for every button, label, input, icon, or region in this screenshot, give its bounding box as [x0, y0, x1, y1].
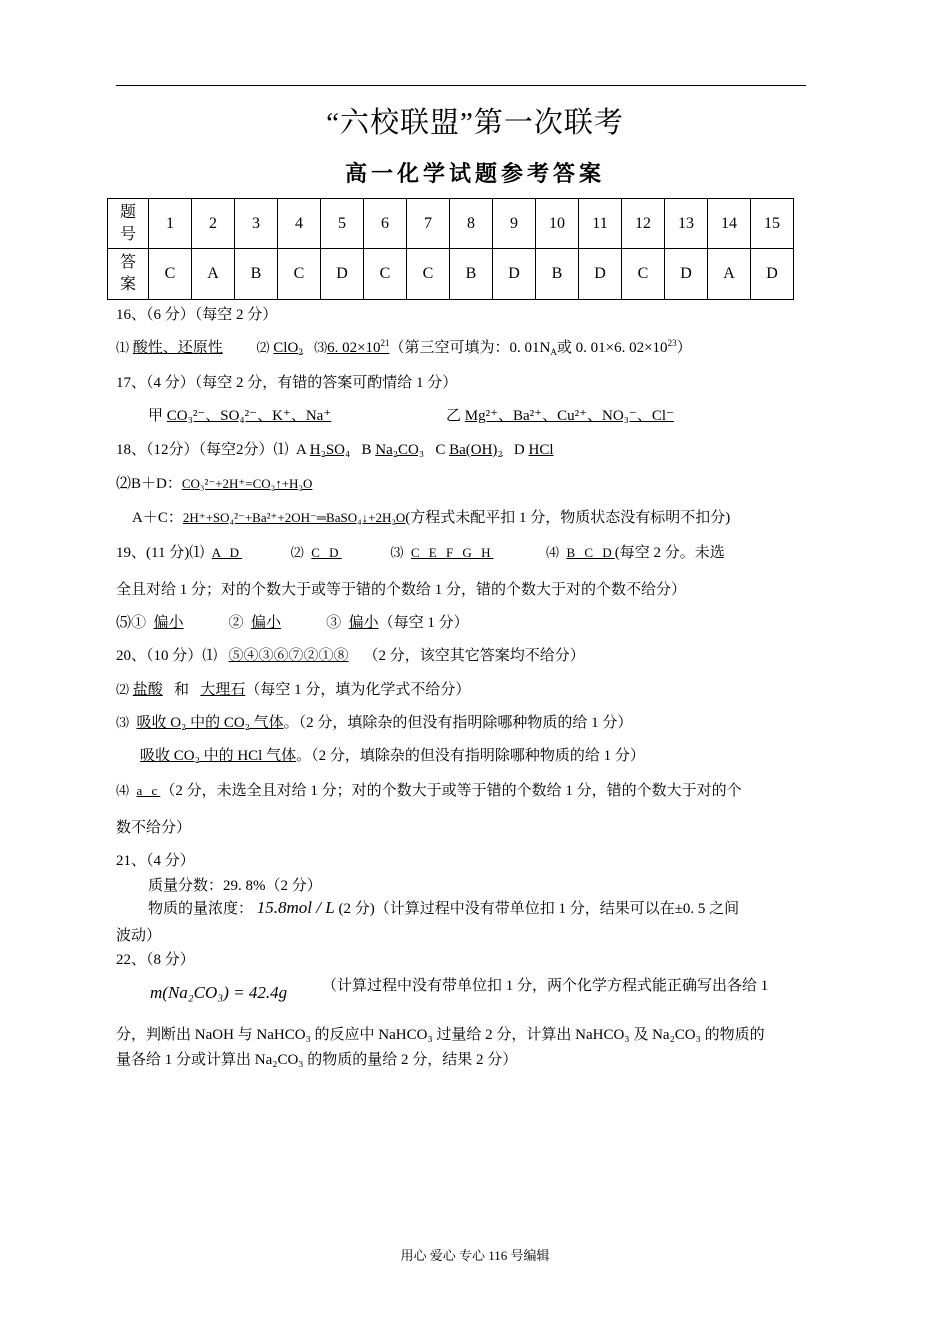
q19-part-label: ⑶: [390, 545, 404, 560]
answer-table: [107, 198, 794, 300]
q16-answer-2-main: ClO: [273, 340, 299, 356]
row-label-char: 答: [119, 254, 136, 271]
table-row-answers: [108, 249, 794, 300]
q16-note: 或 0. 01×6. 02×10: [556, 340, 668, 356]
q18-bd-label: ⑵B＋D：: [116, 476, 182, 492]
q20-note: （2 分，该空其它答案均不给分）: [363, 648, 585, 664]
q16-answers: [116, 336, 692, 357]
q20-note: 。（2 分，填除杂的但没有指明除哪种物质的给 1 分）: [296, 748, 645, 764]
row-label-number: [108, 199, 149, 249]
q17-yi: [446, 404, 674, 425]
question-number: 5: [321, 199, 364, 249]
row-label-char: 案: [119, 276, 136, 293]
q19-part-label: ②: [228, 615, 244, 631]
q20-and: 和: [174, 682, 190, 698]
q19-answer-5a: 偏小: [153, 615, 184, 631]
q19-answer-2: C D: [311, 545, 342, 560]
q22-formula: m(Na₂CO₃) = 42.4g: [150, 983, 288, 1002]
q18-line1: [116, 438, 554, 459]
q16-answer-2-sub: 2: [298, 347, 303, 357]
question-number: 8: [450, 199, 493, 249]
q17-yi-answer: Mg²⁺、Ba²⁺、Cu²⁺、NO₃⁻、Cl⁻: [464, 408, 674, 424]
q21-heading: 21、（4 分）: [116, 853, 195, 869]
q20-note: 。（2 分，填除杂的但没有指明除哪种物质的给 1 分）: [283, 715, 633, 731]
question-number: 1: [149, 199, 192, 249]
q21-note: (2 分)（计算过程中没有带单位扣 1 分，结果可以在±0. 5 之间: [338, 901, 740, 917]
table-row-numbers: [108, 199, 794, 249]
q20-part-label: ⑷: [116, 783, 130, 798]
q19-part-label: ⑷: [545, 545, 559, 560]
q20-heading: 20、（10 分）⑴: [116, 648, 218, 664]
q20-answer-2a: 盐酸: [132, 682, 163, 698]
answer-cell: B: [450, 249, 493, 300]
q16-part-label: ⑴: [116, 340, 130, 355]
q19-answer-1: A D: [211, 545, 242, 560]
q17-jia-label: 甲: [148, 408, 164, 424]
q19-line3: [116, 611, 469, 632]
q19-answer-3: C E F G H: [410, 545, 494, 560]
question-number: 6: [364, 199, 407, 249]
answer-cell: C: [407, 249, 450, 300]
q16-answer-2: [273, 340, 303, 356]
q19-line1: [116, 541, 725, 562]
question-number: 2: [192, 199, 235, 249]
q16-answer-1: 酸性、还原性: [132, 340, 223, 356]
question-number: 15: [751, 199, 794, 249]
q22-heading: 22、（8 分）: [116, 952, 195, 968]
answer-cell: D: [579, 249, 622, 300]
answer-cell: D: [321, 249, 364, 300]
q16-note: ）: [676, 340, 692, 356]
q20-line1: [116, 644, 585, 665]
page-footer: 用心 爱心 专心 116 号编辑: [400, 1248, 550, 1263]
q18-ac-note: (方程式未配平扣 1 分，物质状态没有标明不扣分): [405, 510, 731, 526]
q20-note: （每空 1 分，填为化学式不给分）: [245, 682, 471, 698]
answer-cell: A: [708, 249, 751, 300]
q18-bd-equation: CO₃²⁻+2H⁺=CO₂↑+H₂O: [181, 476, 313, 491]
q20-answer-4: a c: [136, 783, 161, 798]
q19-part-label: ③: [326, 615, 342, 631]
question-number: 3: [235, 199, 278, 249]
q21-mass-fraction: 质量分数：29. 8%（2 分）: [148, 878, 322, 894]
q18-line2: [116, 472, 312, 493]
q17-yi-label: 乙: [446, 408, 462, 424]
q20-line4: [140, 744, 645, 765]
q16-note-sub: A: [550, 347, 557, 357]
question-number: 10: [536, 199, 579, 249]
q20-answer-3a: 吸收 O₂ 中的 CO₂ 气体: [136, 715, 284, 731]
q21-line3: 波动）: [116, 928, 162, 944]
q21-math: 15.8mol / L: [256, 898, 335, 917]
q20-line6: 数不给分）: [116, 820, 192, 836]
answer-cell: B: [536, 249, 579, 300]
q19-part-label: ⑵: [290, 545, 304, 560]
q19-note: (每空 2 分。未选: [614, 545, 725, 561]
q18-label: A: [296, 442, 307, 458]
question-number: 7: [407, 199, 450, 249]
question-number: 14: [708, 199, 751, 249]
q20-line2: [116, 678, 470, 699]
q16-answer-3-main: 6. 02×10: [327, 340, 381, 356]
row-label-char: 题: [119, 203, 136, 221]
q16-answer-3: [327, 340, 389, 356]
q22-note-3: 量各给 1 分或计算出 Na₂CO₃ 的物质的量给 2 分，结果 2 分）: [116, 1052, 518, 1068]
answer-cell: C: [149, 249, 192, 300]
question-number: 13: [665, 199, 708, 249]
q16-part-label: ⑶: [314, 340, 328, 355]
q22-note-1: （计算过程中没有带单位扣 1 分，两个化学方程式能正确写出各给 1: [322, 978, 769, 994]
q20-line5: [116, 779, 742, 800]
q20-part-label: ⑶: [116, 715, 130, 730]
q21-label: 物质的量浓度：: [148, 901, 254, 917]
q19-answer-5c: 偏小: [348, 615, 379, 631]
q20-answer-2b: 大理石: [200, 682, 246, 698]
q19-heading: 19、(11 分)⑴: [116, 545, 205, 561]
q20-answer-3b: 吸收 CO₂ 中的 HCl 气体: [140, 748, 297, 764]
answer-cell: A: [192, 249, 235, 300]
q22-math: [150, 983, 287, 1003]
q16-note-sup: 23: [667, 338, 677, 348]
q20-answer-1: ⑤④③⑥⑦②①⑧: [228, 648, 349, 664]
q18-answer-d: HCl: [528, 442, 554, 458]
answer-cell: D: [493, 249, 536, 300]
question-number: 11: [579, 199, 622, 249]
q19-answer-4: B C D: [566, 545, 615, 560]
q20-line3: [116, 711, 632, 732]
q16-note: （第三空可填为：0. 01N: [389, 340, 551, 356]
question-number: 12: [622, 199, 665, 249]
row-label-answer: [108, 249, 149, 300]
q16-heading: 16、（6 分）（每空 2 分）: [116, 307, 278, 323]
q17-jia: [148, 404, 331, 425]
answer-cell: B: [235, 249, 278, 300]
q16-part-label: ⑵: [256, 340, 270, 355]
question-number: 9: [493, 199, 536, 249]
answer-cell: C: [364, 249, 407, 300]
q18-answer-b: Na₂CO₃: [375, 442, 425, 458]
answer-cell: D: [751, 249, 794, 300]
row-label-char: 号: [119, 225, 136, 243]
q16-answer-3-sup: 21: [380, 338, 390, 348]
q18-line3: [132, 506, 730, 527]
page-title: “六校联盟”第一次联考: [326, 107, 624, 139]
q20-part-label: ⑵: [116, 682, 130, 697]
q18-label: D: [513, 442, 525, 458]
q18-label: B: [361, 442, 372, 458]
q18-label: C: [435, 442, 446, 458]
q22-note-2: 分，判断出 NaOH 与 NaHCO₃ 的反应中 NaHCO₃ 过量给 2 分，计算出 NaHCO₃ 及 Na₂CO₃ 的物质的: [116, 1027, 765, 1043]
q18-ac-equation: 2H⁺+SO₄²⁻+Ba²⁺+2OH⁻═BaSO₄↓+2H₂O: [182, 510, 406, 525]
q18-ac-label: A＋C：: [132, 510, 183, 526]
q17-jia-answer: CO₃²⁻、SO₄²⁻、K⁺、Na⁺: [166, 408, 332, 424]
page-subtitle: 高一化学试题参考答案: [344, 161, 605, 186]
q18-answer-a: H₂SO₄: [309, 442, 351, 458]
q17-heading: 17、（4 分）（每空 2 分，有错的答案可酌情给 1 分）: [116, 375, 458, 391]
question-number: 4: [278, 199, 321, 249]
q19-part-label: ⑸①: [116, 615, 147, 631]
top-rule: [116, 85, 806, 86]
answer-cell: D: [665, 249, 708, 300]
answer-cell: C: [278, 249, 321, 300]
q20-note: （2 分，未选全且对给 1 分；对的个数大于或等于错的个数给 1 分，错的个数大于对的个: [160, 783, 742, 799]
q19-line2: 全且对给 1 分；对的个数大于或等于错的个数给 1 分，错的个数大于对的个数不给分）: [116, 582, 687, 598]
answer-cell: C: [622, 249, 665, 300]
q19-answer-5b: 偏小: [251, 615, 282, 631]
q19-note: （每空 1 分）: [378, 615, 469, 631]
q21-concentration: [148, 897, 739, 918]
q18-heading: 18、（12分）（每空2分）⑴: [116, 442, 289, 458]
q18-answer-c: Ba(OH)₂: [449, 442, 503, 458]
